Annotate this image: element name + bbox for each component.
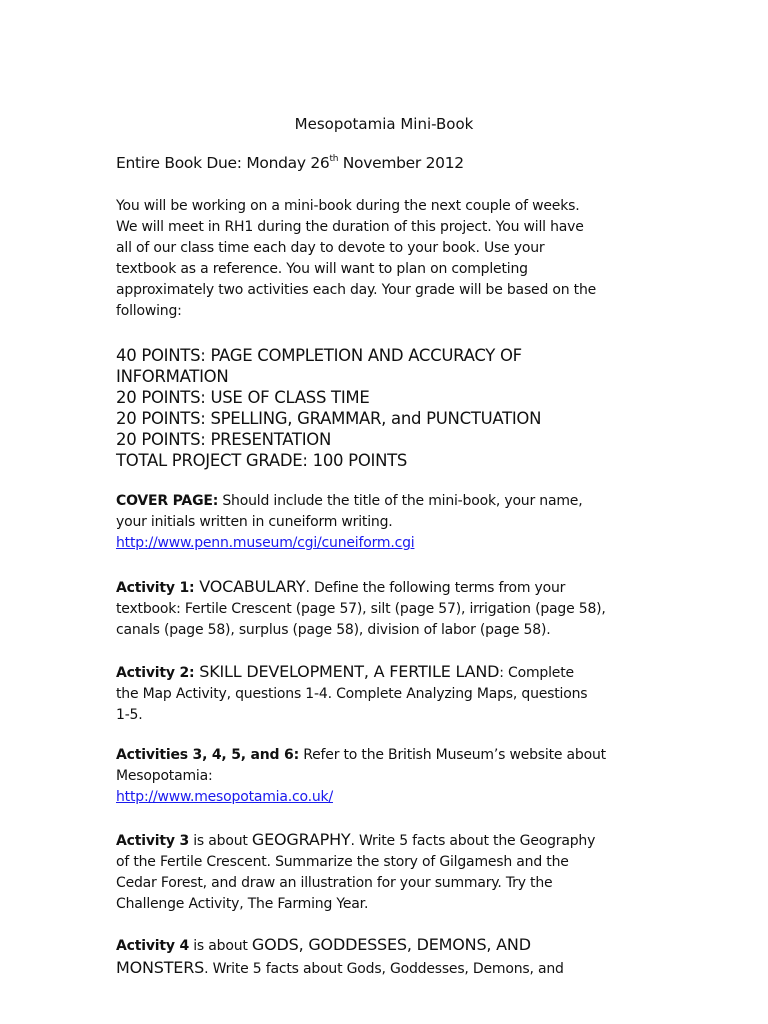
intro-line: approximately two activities each day. Your grade will be based on the bbox=[116, 282, 597, 298]
grading-line: 40 POINTS: PAGE COMPLETION AND ACCURACY OF bbox=[116, 346, 522, 365]
activity-3-text: is about bbox=[188, 833, 252, 849]
activity-4-section bbox=[116, 934, 652, 980]
activity-1-text: . Define the following terms from your bbox=[305, 580, 566, 596]
activity-3-text: of the Fertile Crescent. Summarize the story of Gilgamesh and the bbox=[116, 854, 569, 870]
activity-2-section bbox=[116, 661, 652, 726]
activity-2-text: : Complete bbox=[499, 665, 574, 681]
activities-3-6-section bbox=[116, 745, 652, 808]
activity-1-label: Activity 1: bbox=[116, 580, 195, 596]
intro-line: You will be working on a mini-book during the next couple of weeks. bbox=[116, 198, 580, 214]
activity-2-text: the Map Activity, questions 1-4. Complete Analyzing Maps, questions bbox=[116, 686, 588, 702]
activity-3-text: . Write 5 facts about the Geography bbox=[350, 833, 596, 849]
intro-paragraph bbox=[116, 196, 652, 322]
activity-1-heading: VOCABULARY bbox=[194, 577, 306, 596]
activity-1-text: textbook: Fertile Crescent (page 57), silt (page 57), irrigation (page 58), bbox=[116, 601, 606, 617]
grading-line: INFORMATION bbox=[116, 367, 229, 386]
intro-line: We will meet in RH1 during the duration of this project. You will have bbox=[116, 219, 584, 235]
intro-line: textbook as a reference. You will want to plan on completing bbox=[116, 261, 528, 277]
intro-line: following: bbox=[116, 303, 182, 319]
cover-page-text: Should include the title of the mini-book, your name, bbox=[218, 493, 583, 509]
document-title: Mesopotamia Mini-Book bbox=[294, 115, 474, 133]
cover-page-text: your initials written in cuneiform writing. bbox=[116, 514, 393, 530]
activity-3-label: Activity 3 bbox=[116, 833, 189, 849]
activity-1-section bbox=[116, 576, 652, 641]
due-date-prefix: Entire Book Due: Monday 26 bbox=[116, 154, 330, 172]
cover-page-section bbox=[116, 491, 652, 554]
activities-3-6-label: Activities 3, 4, 5, and 6: bbox=[116, 747, 299, 763]
activities-3-6-text: Mesopotamia: bbox=[116, 768, 213, 784]
intro-line: all of our class time each day to devote to your book. Use your bbox=[116, 240, 545, 256]
due-date-suffix: November 2012 bbox=[338, 154, 464, 172]
due-date-sup: th bbox=[329, 153, 339, 164]
activity-4-text: is about bbox=[188, 938, 252, 954]
activity-4-label: Activity 4 bbox=[116, 938, 189, 954]
activity-3-heading: GEOGRAPHY bbox=[251, 830, 351, 849]
cuneiform-link[interactable]: http://www.penn.museum/cgi/cuneiform.cgi bbox=[116, 535, 415, 551]
activity-1-text: canals (page 58), surplus (page 58), division of labor (page 58). bbox=[116, 622, 551, 638]
activity-3-section bbox=[116, 829, 652, 915]
grading-list bbox=[116, 345, 652, 471]
activities-3-6-text: Refer to the British Museum’s website about bbox=[299, 747, 606, 763]
due-date bbox=[116, 153, 652, 174]
grading-line: 20 POINTS: SPELLING, GRAMMAR, and PUNCTUATION bbox=[116, 409, 542, 428]
activity-2-text: 1-5. bbox=[116, 707, 143, 723]
activity-4-text: . Write 5 facts about Gods, Goddesses, Demons, and bbox=[204, 961, 564, 977]
activity-2-heading: SKILL DEVELOPMENT, A FERTILE LAND bbox=[194, 662, 500, 681]
grading-line: 20 POINTS: USE OF CLASS TIME bbox=[116, 388, 370, 407]
grading-line: 20 POINTS: PRESENTATION bbox=[116, 430, 332, 449]
activity-2-label: Activity 2: bbox=[116, 665, 195, 681]
activity-4-heading: GODS, GODDESSES, DEMONS, AND bbox=[251, 935, 531, 954]
cover-page-label: COVER PAGE: bbox=[116, 493, 219, 509]
mesopotamia-link[interactable]: http://www.mesopotamia.co.uk/ bbox=[116, 789, 333, 805]
activity-3-text: Cedar Forest, and draw an illustration for your summary. Try the bbox=[116, 875, 553, 891]
grading-line: TOTAL PROJECT GRADE: 100 POINTS bbox=[116, 451, 408, 470]
activity-3-text: Challenge Activity, The Farming Year. bbox=[116, 896, 369, 912]
activity-4-heading: MONSTERS bbox=[116, 958, 205, 977]
